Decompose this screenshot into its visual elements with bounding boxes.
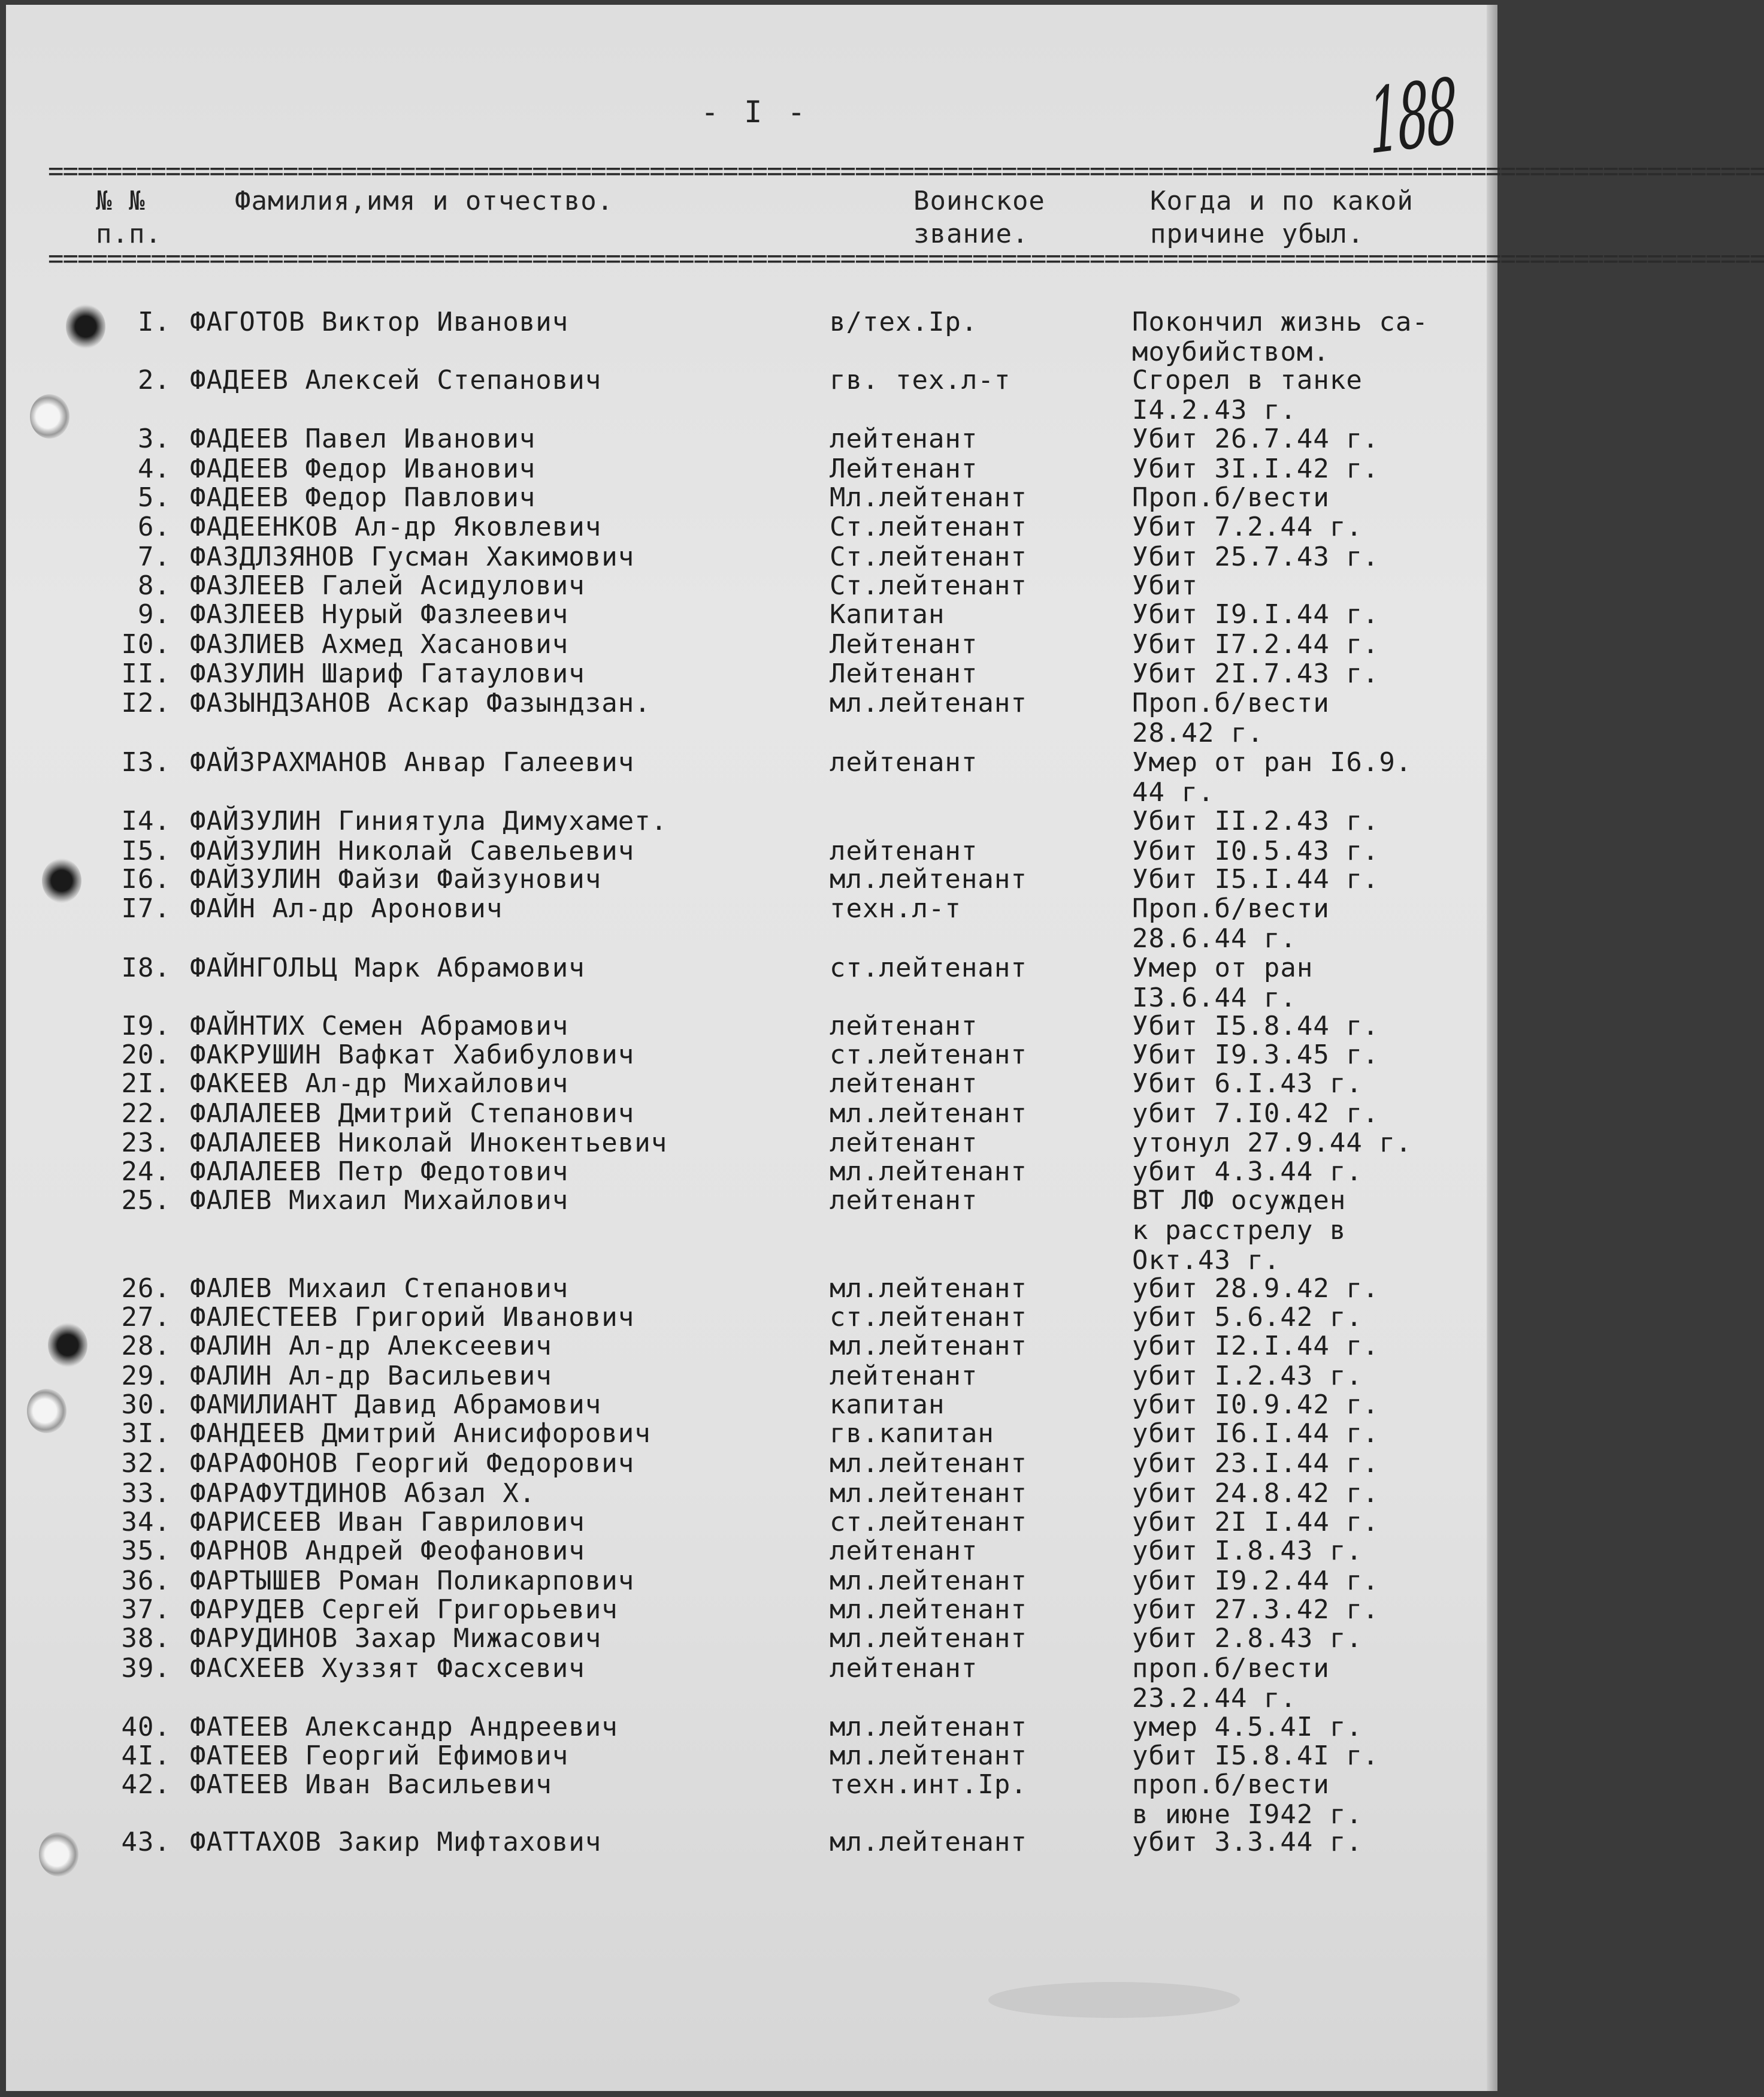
person-name: ФАЛАЛЕЕВ Николай Инокентьевич [190,1128,668,1158]
list-item [6,1769,1497,1830]
military-rank: ст.лейтенант [830,953,1027,983]
list-item [6,1507,1497,1537]
row-number: I6. [121,864,171,895]
page-number: - I - [701,95,809,129]
military-rank: техн.л-т [830,893,961,924]
list-item [6,571,1497,601]
row-number: I4. [121,806,171,836]
military-rank: лейтенант [830,1361,978,1391]
person-name: ФАЛЕВ Михаил Степанович [190,1273,569,1304]
list-item [6,1069,1497,1099]
person-name: ФАРУДИНОВ Захар Мижасович [190,1623,602,1654]
casualty-note: утонул 27.9.44 г. [1132,1128,1412,1158]
list-item [6,1128,1497,1158]
list-item [6,659,1497,689]
row-number: 3. [138,424,171,454]
military-rank: Ст.лейтенант [830,512,1027,542]
person-name: ФАДЕЕВ Федор Иванович [190,454,536,484]
military-rank: мл.лейтенант [830,1331,1027,1361]
header-num: № № п.п. [96,186,162,249]
military-rank: ст.лейтенант [830,1040,1027,1070]
list-item [6,1741,1497,1771]
list-item [6,307,1497,367]
person-name: ФАЗЛЕЕВ Нурый Фазлеевич [190,599,569,630]
list-item [6,1712,1497,1742]
list-item [6,806,1497,836]
list-item [6,1595,1497,1625]
list-item [6,1274,1497,1304]
list-item [6,1011,1497,1041]
military-rank: лейтенант [830,1068,978,1099]
person-name: ФАНДЕЕВ Дмитрий Анисифорович [190,1418,651,1449]
row-number: 2. [138,365,171,395]
military-rank: лейтенант [830,1653,978,1684]
archive-number: 188 [1367,59,1457,175]
list-item [6,1099,1497,1129]
person-name: ФАЙЗУЛИН Гиниятула Димухамет. [190,806,668,836]
row-number: 7. [138,542,171,572]
casualty-note: убит I9.2.44 г. [1132,1566,1379,1596]
row-number: 39. [121,1653,171,1684]
casualty-note: убит 2.8.43 г. [1132,1623,1363,1654]
casualty-note: Убит 26.7.44 г. [1132,424,1379,454]
list-item [6,1827,1497,1857]
row-number: 40. [121,1712,171,1742]
person-name: ФАРТЫШЕВ Роман Поликарпович [190,1566,635,1596]
person-name: ФАЙЗУЛИН Николай Савельевич [190,836,635,866]
casualty-note: убит I.8.43 г. [1132,1536,1363,1566]
list-item [6,1449,1497,1479]
person-name: ФАГОТОВ Виктор Иванович [190,307,569,337]
list-item [6,542,1497,572]
row-number: 2I. [121,1068,171,1099]
row-number: 35. [121,1536,171,1566]
list-item [6,1624,1497,1654]
casualty-note: Проп.б/вести 28.6.44 г. [1132,893,1330,954]
military-rank: лейтенант [830,836,978,866]
casualty-note: Убит 25.7.43 г. [1132,542,1379,572]
casualty-note: убит 24.8.42 г. [1132,1478,1379,1509]
military-rank: Лейтенант [830,658,978,689]
person-name: ФАЙЗУЛИН Файзи Файзунович [190,864,602,895]
casualty-note: убит I2.I.44 г. [1132,1331,1379,1361]
military-rank: мл.лейтенант [830,1478,1027,1509]
list-item [6,688,1497,748]
casualty-note: Убит I5.8.44 г. [1132,1011,1379,1041]
casualty-note: Умер от ран I3.6.44 г. [1132,953,1314,1013]
person-name: ФАДЕЕВ Алексей Степанович [190,365,602,395]
person-name: ФАРАФОНОВ Георгий Федорович [190,1448,635,1479]
person-name: ФАЗУЛИН Шариф Гатаулович [190,658,585,689]
person-name: ФАКЕЕВ Ал-др Михайлович [190,1068,569,1099]
person-name: ФАДЕЕВ Павел Иванович [190,424,536,454]
row-number: 33. [121,1478,171,1509]
casualty-note: убит I5.8.4I г. [1132,1741,1379,1771]
casualty-note: проп.б/вести в июне I942 г. [1132,1769,1363,1830]
person-name: ФАЗЫНДЗАНОВ Аскар Фазындзан. [190,688,651,718]
casualty-note: убит 27.3.42 г. [1132,1594,1379,1625]
person-name: ФАЙН Ал-др Аронович [190,893,503,924]
row-number: 9. [138,599,171,630]
list-item [6,483,1497,513]
list-item [6,1157,1497,1187]
row-number: I3. [121,747,171,778]
military-rank: лейтенант [830,1011,978,1041]
casualty-note: ВТ ЛФ осужден к расстрелу в Окт.43 г. [1132,1185,1347,1276]
military-rank: мл.лейтенант [830,1594,1027,1625]
person-name: ФАЛЕВ Михаил Михайлович [190,1185,569,1216]
casualty-note: Убит I9.3.45 г. [1132,1040,1379,1070]
military-rank: мл.лейтенант [830,688,1027,718]
casualty-note: убит 23.I.44 г. [1132,1448,1379,1479]
row-number: I8. [121,953,171,983]
list-item [6,953,1497,1013]
list-item [6,1331,1497,1361]
paper-smudge [988,1982,1240,2018]
row-number: I5. [121,836,171,866]
list-item [6,630,1497,660]
document-page [6,5,1764,2091]
row-number: I2. [121,688,171,718]
casualty-note: убит 28.9.42 г. [1132,1273,1379,1304]
row-number: 36. [121,1566,171,1596]
military-rank: гв. тех.л-т [830,365,1011,395]
person-name: ФАРНОВ Андрей Феофанович [190,1536,585,1566]
row-number: 37. [121,1594,171,1625]
list-item [6,1653,1497,1714]
list-item [6,1419,1497,1449]
list-item [6,424,1497,454]
header-fate: Когда и по какой причине убыл. [1150,186,1414,249]
person-name: ФАРАФУТДИНОВ Абзал Х. [190,1478,536,1509]
list-item [6,1361,1497,1391]
person-name: ФАРИСЕЕВ Иван Гаврилович [190,1507,585,1537]
list-item [6,512,1497,542]
list-item [6,1185,1497,1276]
row-number: 38. [121,1623,171,1654]
list-item [6,1390,1497,1420]
military-rank: ст.лейтенант [830,1302,1027,1332]
row-number: 4. [138,454,171,484]
military-rank: Капитан [830,599,945,630]
military-rank: мл.лейтенант [830,1448,1027,1479]
casualty-note: Убит 2I.7.43 г. [1132,658,1379,689]
person-name: ФАРУДЕВ Сергей Григорьевич [190,1594,618,1625]
row-number: II. [121,658,171,689]
casualty-note: Убит I9.I.44 г. [1132,599,1379,630]
casualty-note: убит 3.3.44 г. [1132,1827,1363,1857]
row-number: 27. [121,1302,171,1332]
military-rank: лейтенант [830,424,978,454]
person-name: ФАСХЕЕВ Хуззят Фасхсевич [190,1653,585,1684]
row-number: 24. [121,1156,171,1187]
person-name: ФАТЕЕВ Александр Андреевич [190,1712,618,1742]
person-name: ФАЙНТИХ Семен Абрамович [190,1011,569,1041]
military-rank: Ст.лейтенант [830,570,1027,601]
list-item [6,893,1497,954]
row-number: 4I. [121,1741,171,1771]
military-rank: мл.лейтенант [830,1712,1027,1742]
list-item [6,747,1497,808]
person-name: ФАЛЕСТЕЕВ Григорий Иванович [190,1302,635,1332]
casualty-note: Убит 6.I.43 г. [1132,1068,1363,1099]
list-item [6,1303,1497,1332]
military-rank: мл.лейтенант [830,1156,1027,1187]
person-name: ФАЙНГОЛЬЦ Марк Абрамович [190,953,585,983]
casualty-note: Убит I0.5.43 г. [1132,836,1379,866]
person-name: ФАТТАХОВ Закир Мифтахович [190,1827,602,1857]
row-number: 43. [121,1827,171,1857]
casualty-note: Убит 7.2.44 г. [1132,512,1363,542]
row-number: 20. [121,1040,171,1070]
list-item [6,1040,1497,1070]
person-name: ФАТЕЕВ Иван Васильевич [190,1769,552,1800]
header-name: Фамилия,имя и отчество. [235,186,614,216]
row-number: 32. [121,1448,171,1479]
military-rank: Лейтенант [830,629,978,660]
military-rank: Ст.лейтенант [830,542,1027,572]
row-number: 3I. [121,1418,171,1449]
row-number: 42. [121,1769,171,1800]
row-number: I0. [121,629,171,660]
person-name: ФАЛАЛЕЕВ Петр Федотович [190,1156,569,1187]
military-rank: мл.лейтенант [830,1098,1027,1129]
casualty-note: убит 7.I0.42 г. [1132,1098,1379,1129]
military-rank: лейтенант [830,747,978,778]
military-rank: мл.лейтенант [830,1741,1027,1771]
person-name: ФАКРУШИН Вафкат Хабибулович [190,1040,635,1070]
person-name: ФАЙЗРАХМАНОВ Анвар Галеевич [190,747,635,778]
person-name: ФАДЕЕНКОВ Ал-др Яковлевич [190,512,602,542]
header-rule-bottom: ===================================================================================================================== [48,243,1764,274]
header-rank: Воинское звание. [913,186,1045,249]
military-rank: лейтенант [830,1128,978,1158]
row-number: 30. [121,1389,171,1420]
person-name: ФАЗЛИЕВ Ахмед Хасанович [190,629,569,660]
military-rank: лейтенант [830,1536,978,1566]
casualty-note: убит 2I I.44 г. [1132,1507,1379,1537]
casualty-note: Проп.б/вести 28.42 г. [1132,688,1330,748]
casualty-note: Убит II.2.43 г. [1132,806,1379,836]
military-rank: капитан [830,1389,945,1420]
military-rank: гв.капитан [830,1418,994,1449]
casualty-note: Покончил жизнь са- моубийством. [1132,307,1429,367]
casualty-note: Убит 3I.I.42 г. [1132,454,1379,484]
casualty-note: умер 4.5.4I г. [1132,1712,1363,1742]
list-item [6,600,1497,630]
military-rank: мл.лейтенант [830,864,1027,895]
casualty-note: Проп.б/вести [1132,482,1330,513]
military-rank: лейтенант [830,1185,978,1216]
list-item [6,454,1497,484]
military-rank: Мл.лейтенант [830,482,1027,513]
row-number: 22. [121,1098,171,1129]
casualty-note: убит 4.3.44 г. [1132,1156,1363,1187]
casualty-note: Убит I7.2.44 г. [1132,629,1379,660]
casualty-note: убит I0.9.42 г. [1132,1389,1379,1420]
row-number: I7. [121,893,171,924]
row-number: 26. [121,1273,171,1304]
person-name: ФАТЕЕВ Георгий Ефимович [190,1741,569,1771]
row-number: 8. [138,570,171,601]
person-name: ФАЗДЛЗЯНОВ Гусман Хакимович [190,542,635,572]
person-name: ФАЛИН Ал-др Васильевич [190,1361,552,1391]
person-name: ФАЗЛЕЕВ Галей Асидулович [190,570,585,601]
list-item [6,365,1497,425]
row-number: 34. [121,1507,171,1537]
casualty-note: Убит I5.I.44 г. [1132,864,1379,895]
list-item [6,836,1497,866]
row-number: 25. [121,1185,171,1216]
list-item [6,1536,1497,1566]
casualty-note: проп.б/вести 23.2.44 г. [1132,1653,1330,1714]
casualty-note: Убит [1132,570,1198,601]
row-number: I9. [121,1011,171,1041]
row-number: 5. [138,482,171,513]
person-name: ФАЛИН Ал-др Алексеевич [190,1331,552,1361]
row-number: 23. [121,1128,171,1158]
row-number: 29. [121,1361,171,1391]
military-rank: мл.лейтенант [830,1566,1027,1596]
row-number: I. [138,307,171,337]
military-rank: ст.лейтенант [830,1507,1027,1537]
header-rule-top: ===================================================================================================================== [48,156,1764,186]
list-item [6,1566,1497,1596]
casualty-note: Сгорел в танке I4.2.43 г. [1132,365,1363,425]
military-rank: Лейтенант [830,454,978,484]
person-name: ФАЛАЛЕЕВ Дмитрий Степанович [190,1098,635,1129]
military-rank: мл.лейтенант [830,1273,1027,1304]
person-name: ФАМИЛИАНТ Давид Абрамович [190,1389,602,1420]
military-rank: в/тех.Iр. [830,307,978,337]
casualty-note: Умер от ран I6.9. 44 г. [1132,747,1412,808]
person-name: ФАДЕЕВ Федор Павлович [190,482,536,513]
casualty-note: убит 5.6.42 г. [1132,1302,1363,1332]
casualty-note: убит I6.I.44 г. [1132,1418,1379,1449]
military-rank: мл.лейтенант [830,1827,1027,1857]
military-rank: мл.лейтенант [830,1623,1027,1654]
list-item [6,865,1497,895]
row-number: 28. [121,1331,171,1361]
casualty-note: убит I.2.43 г. [1132,1361,1363,1391]
row-number: 6. [138,512,171,542]
military-rank: техн.инт.Iр. [830,1769,1027,1800]
list-item [6,1479,1497,1509]
